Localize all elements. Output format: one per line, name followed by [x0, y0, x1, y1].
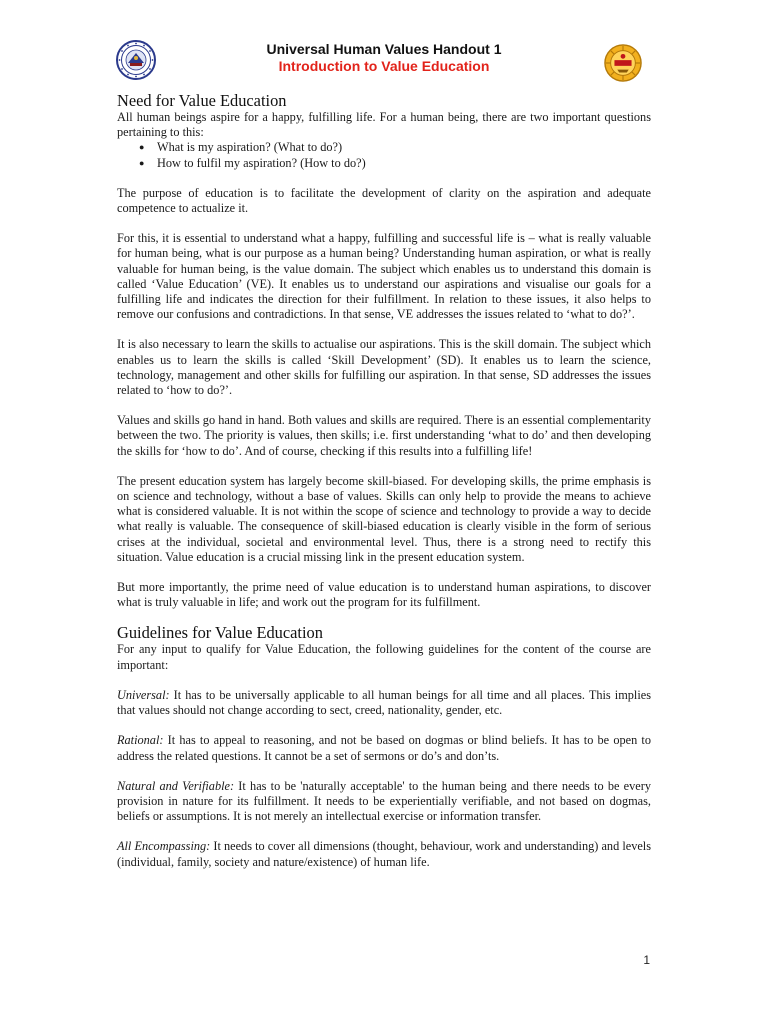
list-item [117, 156, 651, 171]
bullet-icon: ● [139, 142, 145, 153]
section-heading-guidelines: Guidelines for Value Education [117, 623, 323, 643]
header-titles [0, 41, 768, 75]
guideline-term: Universal: [117, 687, 170, 702]
handout-subtitle: Introduction to Value Education [278, 58, 490, 74]
guideline-term: Natural and Verifiable: [117, 778, 235, 793]
guideline-rational [117, 733, 651, 763]
handout-title: Universal Human Values Handout 1 [266, 41, 502, 57]
guideline-all-encompassing [117, 839, 651, 869]
paragraph-present-system: The present education system has largely become skill-biased. For developing skills, the prime emphasis is on science and technology, without a base of values. Skills can only help to provide the means to achieve what is considered valuable. It is not within the scope of science and technology to provide a way to decide what really is valuable. The consequence of skill-biased education is clearly visible in the form of serious crises at the individual, societal and environmental level. Thus, there is a strong need to rectify this situation. Value education is a crucial missing link in the present education system. [117, 473, 651, 564]
question-list [117, 140, 651, 170]
guideline-text: It needs to cover all dimensions (thought, behaviour, work and understanding) and levels (individual, family, society and nature/existence) of human life. [117, 839, 651, 869]
guideline-text: It has to appeal to reasoning, and not be based on dogmas or blind beliefs. It has to be open to address the related questions. It cannot be a set of sermons or do’s and don’ts. [117, 733, 651, 763]
guideline-text: It has to be 'naturally acceptable' to the human being and there needs to be every provision in nature for its fulfillment. It needs to be experientially verifiable, and not based on dogmas, beliefs or assumptions. It is not merely an intellectual exercise or information transfer. [117, 778, 651, 824]
page-number: 1 [643, 953, 650, 967]
question-text: How to fulfil my aspiration? (How to do?) [157, 155, 366, 170]
bullet-icon: ● [139, 157, 145, 168]
aicte-seal-icon [604, 44, 642, 82]
paragraph-prime-need: But more importantly, the prime need of value education is to understand human aspirations, to discover what is truly valuable in life; and work out the program for its fulfillment. [117, 580, 651, 610]
page-header [0, 40, 768, 84]
paragraph-intro: All human beings aspire for a happy, fulfilling life. For a human being, there are two important questions pertaining to this: [117, 110, 651, 140]
guideline-natural-verifiable [117, 779, 651, 825]
guideline-term: All Encompassing: [117, 839, 211, 854]
guideline-term: Rational: [117, 733, 164, 748]
question-text: What is my aspiration? (What to do?) [157, 140, 343, 155]
guideline-text: It has to be universally applicable to all human beings for all time and all places. This implies that values should not change according to sect, creed, nationality, gender, etc. [117, 687, 651, 718]
paragraph-purpose: The purpose of education is to facilitate the development of clarity on the aspiration and adequate competence to actualize it. [117, 185, 651, 216]
section-heading-need: Need for Value Education [117, 91, 287, 110]
document-body [117, 91, 651, 870]
paragraph-skill-domain: It is also necessary to learn the skills to actualise our aspirations. This is the skill domain. The subject which enables us to learn the skills is called ‘Skill Development’ (SD). It enables us to learn the science, technology, management and other skills for fulfilling our aspiration. In that sense, SD addresses the issues related to ‘how to do?’. [117, 337, 651, 398]
list-item [117, 140, 651, 155]
paragraph-guidelines-intro: For any input to qualify for Value Education, the following guidelines for the content of the course are important: [117, 642, 651, 672]
paragraph-value-domain: For this, it is essential to understand what a happy, fulfilling and successful life is – what is really valuable for human being, what is our purpose as a human being? Understanding human aspiration, or what is really valuable for human being, is the value domain. The subject which enables us to understand this domain is called ‘Value Education’ (VE). It enables us to understand our aspirations and visualise our goals for a fulfilling life and indicates the direction for their fulfillment. In relation to these issues, it also helps to remove our confusions and contradictions. In that sense, VE addresses the issues related to ‘what to do?’. [117, 231, 651, 322]
paragraph-values-and-skills: Values and skills go hand in hand. Both values and skills are required. There is an essential complementarity between the two. The priority is values, then skills; i.e. first understanding ‘what to do’ and then developing the skills for ‘how to do’. And of course, checking if this results into a fulfilling life! [117, 413, 651, 458]
guideline-universal [117, 688, 651, 718]
